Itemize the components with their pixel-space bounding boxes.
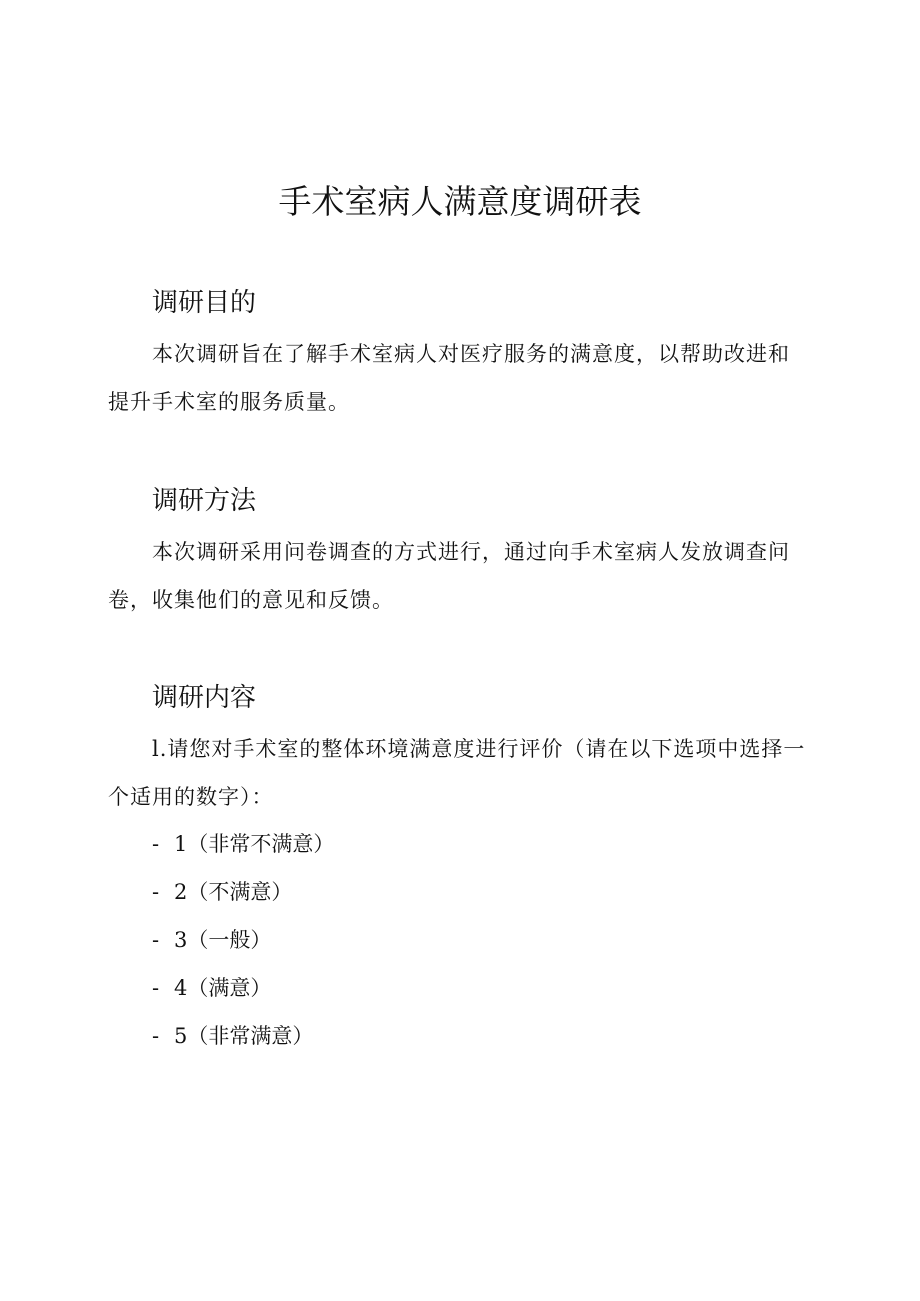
option-dash: -: [152, 976, 160, 1000]
option-dash: -: [152, 1024, 160, 1048]
option-dash: -: [152, 880, 160, 904]
section-heading-content: 调研内容: [152, 683, 257, 713]
option-item: [152, 1019, 313, 1053]
option-label: 3（一般）: [174, 928, 272, 952]
option-item: [152, 875, 292, 909]
section-heading-method: 调研方法: [152, 486, 257, 516]
section-heading-purpose: 调研目的: [152, 288, 257, 318]
option-label: 5（非常满意）: [174, 1024, 314, 1048]
section-body-method: 本次调研采用问卷调查的方式进行，通过向手术室病人发放调查问卷，收集他们的意见和反馈。: [108, 540, 790, 612]
option-dash: -: [152, 928, 160, 952]
document-title: 手术室病人满意度调研表: [278, 182, 642, 221]
question-text: l.请您对手术室的整体环境满意度进行评价（请在以下选项中选择一个适用的数字）：: [108, 737, 806, 809]
option-item: [152, 923, 271, 957]
option-item: [152, 827, 334, 861]
section-body-purpose: 本次调研旨在了解手术室病人对医疗服务的满意度，以帮助改进和提升手术室的服务质量。: [108, 342, 790, 414]
option-label: 1（非常不满意）: [174, 832, 335, 856]
option-item: [152, 971, 271, 1005]
option-label: 2（不满意）: [174, 880, 293, 904]
option-label: 4（满意）: [174, 976, 272, 1000]
option-dash: -: [152, 832, 160, 856]
